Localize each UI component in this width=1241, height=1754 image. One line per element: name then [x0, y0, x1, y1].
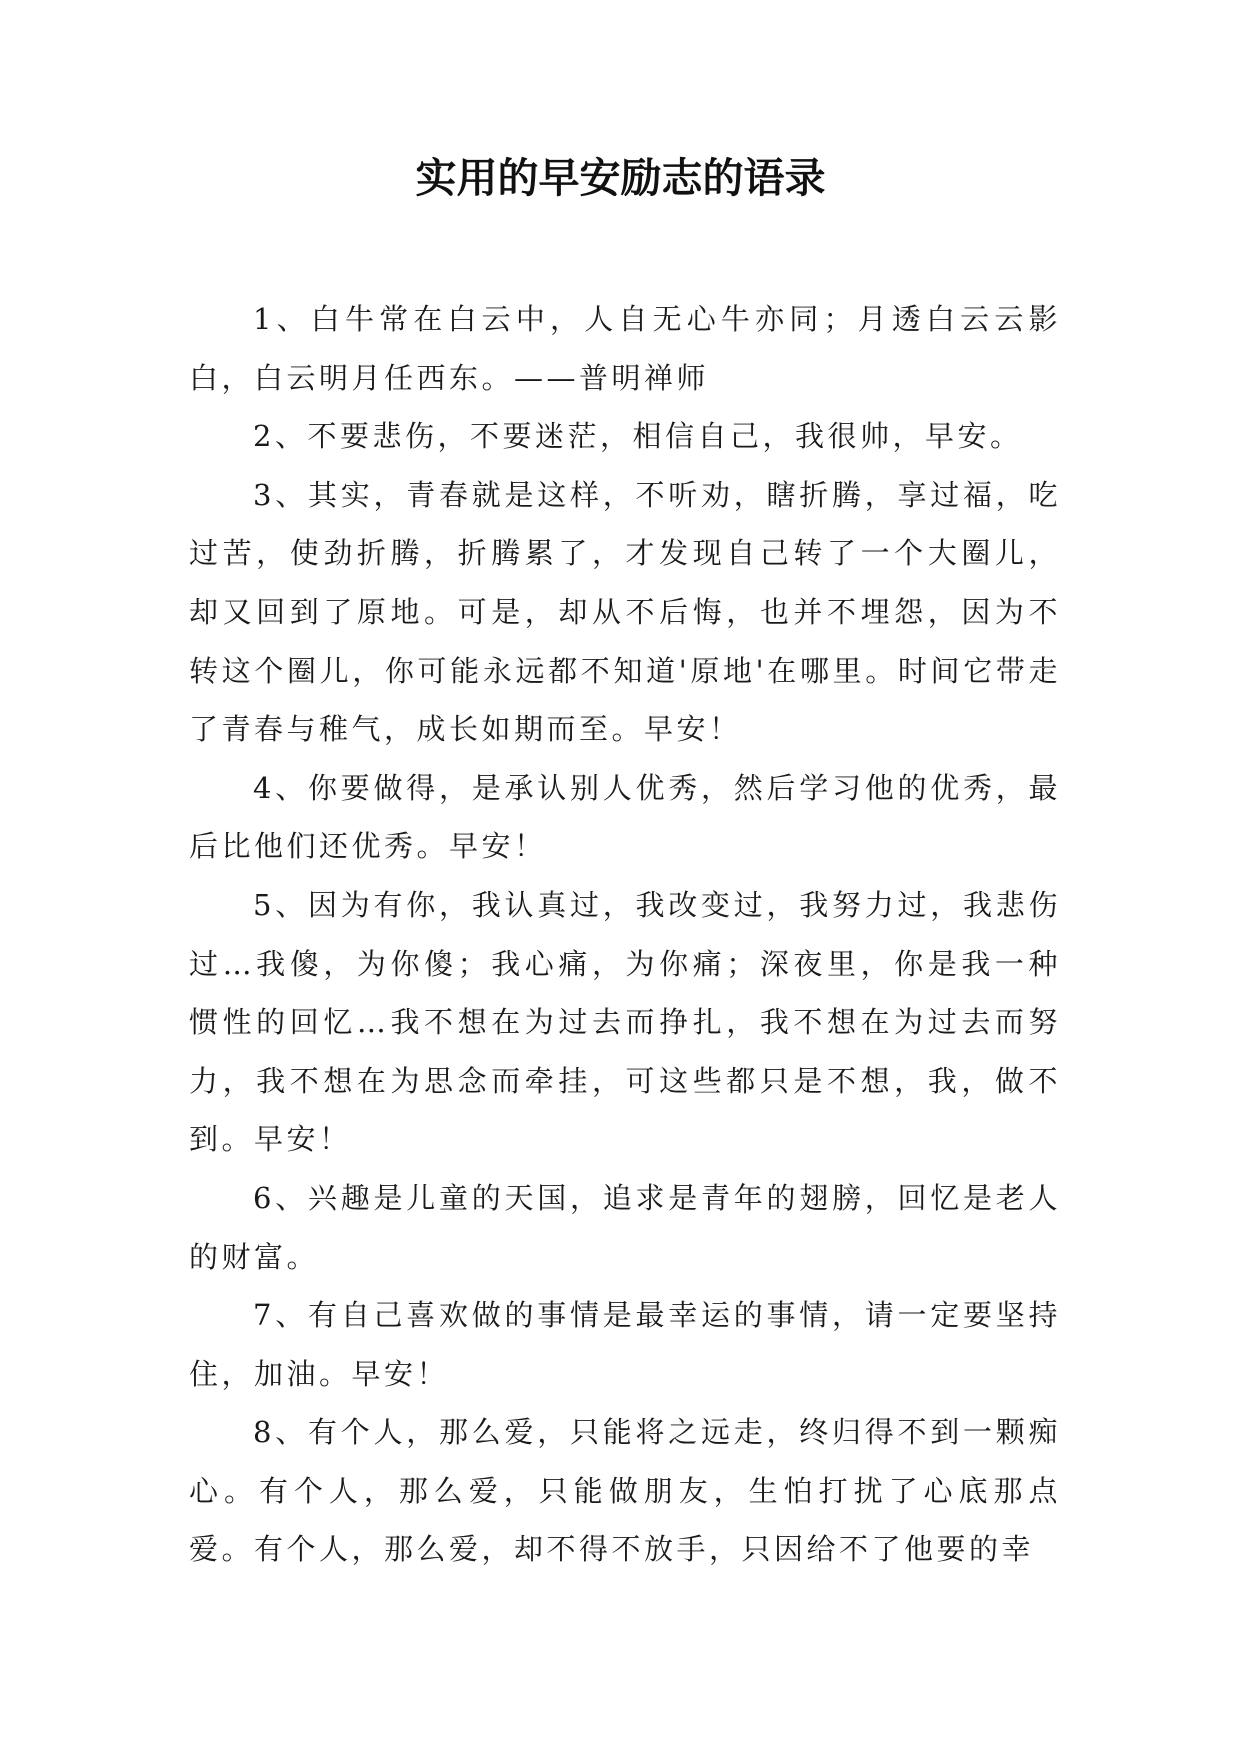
- quote-paragraph-7: 7、有自己喜欢做的事情是最幸运的事情，请一定要坚持住，加油。早安！: [189, 1298, 1061, 1391]
- document-body: [189, 290, 1061, 1579]
- quote-paragraph-4: 4、你要做得，是承认别人优秀，然后学习他的优秀，最后比他们还优秀。早安！: [189, 770, 1061, 864]
- quote-paragraph-2: 2、不要悲伤，不要迷茫，相信自己，我很帅，早安。: [253, 419, 1023, 454]
- quote-paragraph-6: 6、兴趣是儿童的天国，追求是青年的翅膀，回忆是老人的财富。: [189, 1180, 1061, 1274]
- quote-paragraph-5: 5、因为有你，我认真过，我改变过，我努力过，我悲伤过…我傻，为你傻；我心痛，为你痛；深夜里，你是我一种惯性的回忆…我不想在为过去而挣扎，我不想在为过去而努力，我不想在为思念而牵挂，可这些都只是不想，我，做不到。早安！: [189, 887, 1061, 1157]
- quote-paragraph-8: 8、有个人，那么爱，只能将之远走，终归得不到一颗痴心。有个人，那么爱，只能做朋友，生怕打扰了心底那点爱。有个人，那么爱，却不得不放手，只因给不了他要的幸: [189, 1415, 1061, 1567]
- quote-paragraph-3: 3、其实，青春就是这样，不听劝，瞎折腾，享过福，吃过苦，使劲折腾，折腾累了，才发现自己转了一个大圈儿，却又回到了原地。可是，却从不后悔，也并不埋怨，因为不转这个圈儿，你可能永远都不知道'原地'在哪里。时间它带走了青春与稚气，成长如期而至。早安！: [189, 477, 1061, 747]
- quote-paragraph-1: 1、白牛常在白云中，人自无心牛亦同；月透白云云影白，白云明月任西东。——普明禅师: [189, 302, 1061, 395]
- document-title: 实用的早安励志的语录: [415, 154, 826, 202]
